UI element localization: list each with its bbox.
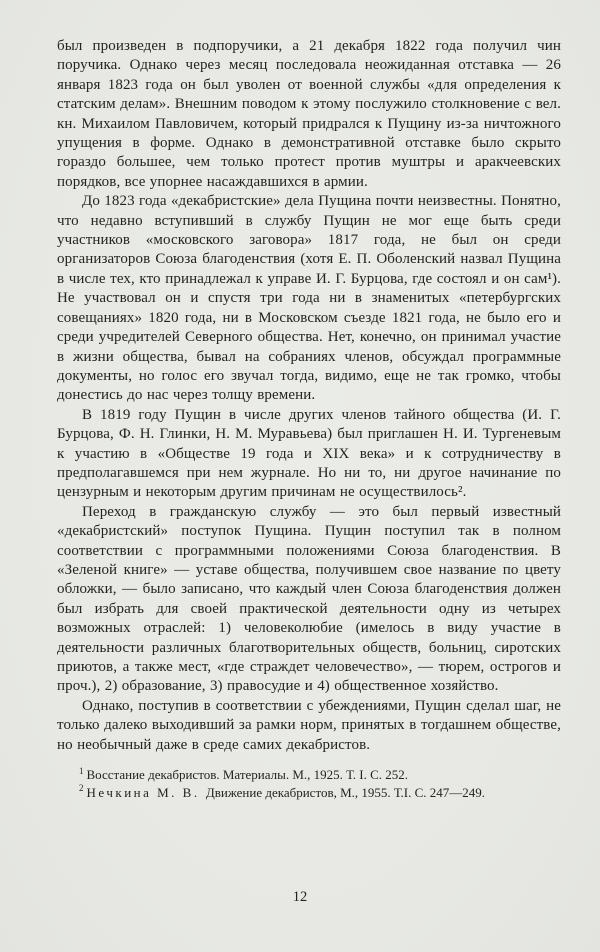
footnote-marker: 2 <box>79 783 84 794</box>
footnote-marker: 1 <box>79 765 84 776</box>
footnote-text: Движение декабристов, М., 1955. Т.I. С. 247—249. <box>205 784 486 800</box>
paragraph: Однако, поступив в соответствии с убеждениями, Пущин сделал шаг, не только далеко выходивший за рамки норм, принятых в тогдашнем обществе, но необычный даже в среде самих декабристов. <box>57 697 561 753</box>
paragraph: был произведен в подпоручики, а 21 декабря 1822 года получил чин поручика. Однако через месяц последовала неожиданная отставка — 26 января 1823 года он был уволен от военной службы «для определения к статским делам». Внешним поводом к этому послужило столкновение с вел. кн. Михаилом Павловичем, который придрался к Пущину из-за ничтожного упущения в форме. Однако в демонстративной отставке было скрыто гораздо большее, чем только протест против муштры и аракчеевских порядков, все упорнее насаждавшихся в армии. <box>57 38 561 190</box>
footnote <box>57 784 561 802</box>
footnotes-section <box>57 766 561 801</box>
footnote-author: Нечкина М. В. <box>86 784 200 800</box>
footnote <box>57 766 561 784</box>
paragraph: До 1823 года «декабристские» дела Пущина почти неизвестны. Понятно, что недавно вступивший в службу Пущин не мог еще быть среди участников «московского заговора» 1817 года, не был он среди организаторов Союза благоденствия (хотя Е. П. Оболенский назвал Пущина в числе тех, кто принадлежал к управе И. Г. Бурцова, где состоял и он сам¹). Не участвовал он и спустя три года ни в знаменитых «петербургских совещаниях» 1820 года, ни в Московском съезде 1821 года, не было его и среди учредителей Северного общества. Нет, конечно, он принимал участие в жизни общества, бывал на собраниях членов, обсуждал программные документы, но голос его звучал тогда, видимо, еще не так громко, чтобы донестись до нас через толщу времени. <box>57 193 561 404</box>
text-block <box>57 37 561 801</box>
page-number: 12 <box>292 889 308 905</box>
footnote-text: Восстание декабристов. Материалы. М., 1925. Т. I. С. 252. <box>86 767 409 783</box>
paragraph: В 1819 году Пущин в числе других членов тайного общества (И. Г. Бурцова, Ф. Н. Глинки, Н. М. Муравьева) был приглашен Н. И. Тургеневым к участию в «Обществе 19 года и XIX века» и к сотрудничеству в предполагавшемся при нем журнале. Но ни то, ни другое начинание по цензурным и некоторым другим причинам не осуществилось². <box>57 406 561 501</box>
paragraph: Переход в гражданскую службу — это был первый известный «декабристский» поступок Пущина. Пущин поступил так в полном соответствии с программными положениями Союза благоденствия. В «Зеленой книге» — уставе общества, получившем свое название по цвету обложки, — было записано, что каждый член Союза благоденствия должен был избрать для своей практической деятельности одну из четырех возможных отраслей: 1) человеколюбие (имелось в виду участие в деятельности различных благотворительных обществ, больниц, сиротских приютов, а также мест, «где страждет человечество», — тюрем, острогов и проч.), 2) образование, 3) правосудие и 4) общественное хозяйство. <box>57 503 561 695</box>
